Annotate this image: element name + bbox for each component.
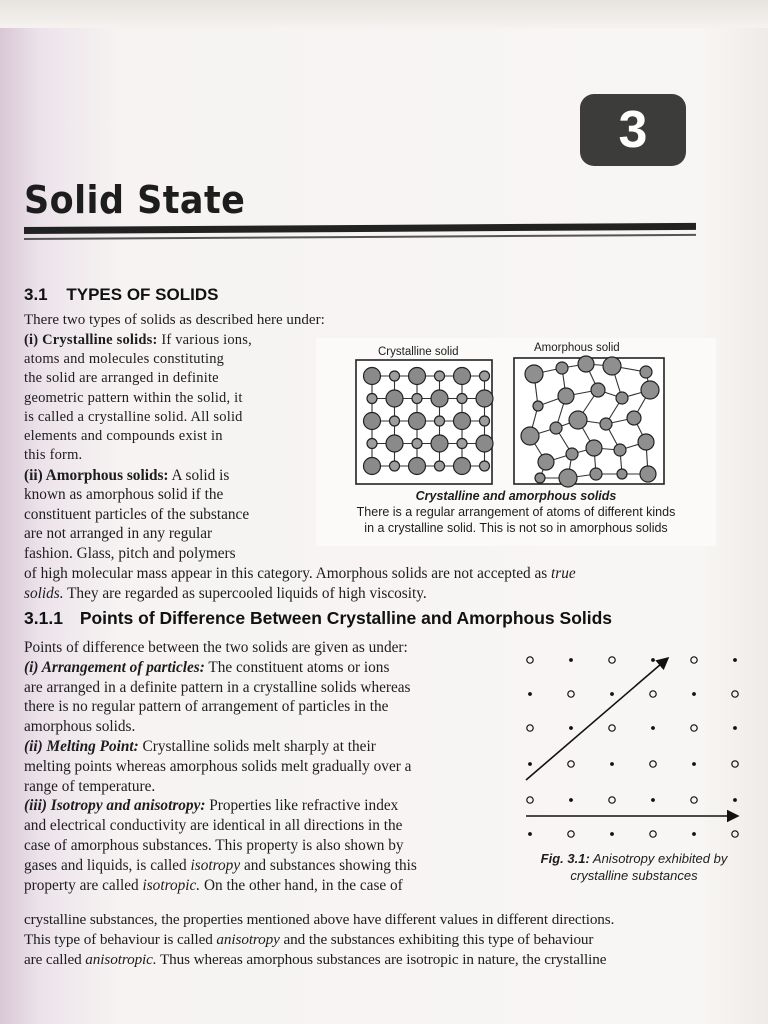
network-atom [638,434,654,450]
lattice-atom [390,371,400,381]
network-atom [525,365,543,383]
filled-particle [569,658,573,662]
text-line: case of amorphous substances. This property is also shown by [24,836,404,854]
section-intro: There two types of solids as described here under: [24,312,325,328]
lattice-atom [409,458,426,475]
italic-term: anisotropy [216,930,280,948]
amorphous-solid-label: Amorphous solid [534,342,620,354]
network-atom [556,362,568,374]
text-line: gases and liquids, is called [24,856,191,874]
text-line: Crystalline solids melt sharply at their [138,737,376,755]
text-line: and electrical conductivity are identical in all directions in the [24,817,403,835]
open-particle [691,657,697,663]
filled-particle [692,692,696,696]
point-label: (ii) Melting Point: [24,737,139,755]
caption-text: Anisotropy exhibited by [589,851,728,866]
text-line: They are regarded as supercooled liquids of high viscosity. [63,584,427,602]
network-atom [614,444,626,456]
text-line: melting points whereas amorphous solids melt gradually over a [24,757,412,775]
network-atom [533,401,543,411]
filled-particle [610,832,614,836]
filled-particle [610,762,614,766]
title-rule-thin [24,234,696,240]
network-atom [600,418,612,430]
section-title: Points of Difference Between Crystalline and Amorphous Solids [79,608,613,628]
network-atom [538,454,554,470]
italic-term: true [551,565,576,582]
filled-particle [569,726,573,730]
open-particle [609,797,615,803]
open-particle [650,831,656,837]
lattice-atom [454,413,471,430]
open-particle [609,657,615,663]
crystalline-paragraph [24,331,310,465]
open-particle [732,761,738,767]
lattice-atom [435,416,445,426]
network-atom [640,466,656,482]
text-line: are arranged in a definite pattern in a crystalline solids whereas [24,678,411,696]
open-particle [691,725,697,731]
figure-caption-line-2: in a crystalline solid. This is not so in amorphous solids [364,521,668,535]
open-particle [732,831,738,837]
lattice-atom [386,390,403,407]
crystalline-label: (i) Crystalline solids: [24,332,158,348]
text-line: elements and compounds exist in [24,428,223,445]
fig-3-1-caption [518,850,750,884]
lattice-atom [364,368,381,385]
point-label: (iii) Isotropy and anisotropy: [24,797,206,815]
italic-term: isotropic. [142,876,201,894]
section-number: 3.1.1 [24,608,63,628]
lattice-atom [476,390,493,407]
network-atom [559,469,577,487]
lattice-atom [480,371,490,381]
text-line: there is no regular pattern of arrangement of particles in the [24,698,389,716]
open-particle [527,797,533,803]
lattice-atom [367,439,377,449]
network-atom [558,388,574,404]
network-atom [591,383,605,397]
amorphous-label: (ii) Amorphous solids: [24,467,169,484]
text-line: On the other hand, in the case of [200,876,403,894]
text-line: If various ions, [161,332,252,348]
lattice-atom [431,435,448,452]
amorphous-paragraph [24,466,316,563]
text-line: are called [24,950,86,968]
filled-particle [610,692,614,696]
text-line: fashion. Glass, pitch and polymers [24,544,236,562]
lattice-atom [386,435,403,452]
section-3-1-heading [24,285,218,305]
section-3-1-1-heading [24,608,612,629]
text-line: atoms and molecules constituting [24,351,225,368]
page-top-shadow [0,0,768,28]
network-atom [521,427,539,445]
network-atom [627,411,641,425]
filled-particle [651,726,655,730]
open-particle [568,831,574,837]
filled-particle [733,798,737,802]
lattice-atom [390,416,400,426]
lattice-atom [412,394,422,404]
open-particle [527,657,533,663]
lattice-atom [476,435,493,452]
lattice-atom [435,461,445,471]
section-title: TYPES OF SOLIDS [66,285,219,304]
open-particle [732,691,738,697]
open-particle [691,797,697,803]
open-particle [568,761,574,767]
point-label: (i) Arrangement of particles: [24,658,205,676]
text-line: are not arranged in any regular [24,525,213,543]
open-particle [609,725,615,731]
network-atom [603,357,621,375]
filled-particle [569,798,573,802]
text-line: the solid are arranged in definite [24,370,219,387]
text-line: This type of behaviour is called [24,930,217,948]
open-particle [650,761,656,767]
text-line: and substances showing this [240,856,417,874]
network-atom [616,392,628,404]
lattice-atom [409,368,426,385]
anisotropy-continuation [24,910,754,969]
lattice-atom [412,439,422,449]
network-atom [590,468,602,480]
filled-particle [528,692,532,696]
caption-text: crystalline substances [570,868,698,883]
text-line: range of temperature. [24,777,156,795]
italic-term: anisotropic. [85,950,157,968]
italic-term: solids. [24,584,64,602]
chapter-title: Solid State [24,178,246,222]
text-line: property are called [24,876,143,894]
network-atom [617,469,627,479]
text-line: known as amorphous solid if the [24,486,224,504]
lattice-atom [367,394,377,404]
filled-particle [651,798,655,802]
lattice-atom [435,371,445,381]
network-atom [586,440,602,456]
lattice-atom [454,368,471,385]
filled-particle [692,762,696,766]
network-atom [578,356,594,372]
lattice-atom [364,413,381,430]
lattice-atom [364,458,381,475]
filled-particle [733,726,737,730]
figure-caption-line-1: There is a regular arrangement of atoms of different kinds [356,505,676,519]
filled-particle [692,832,696,836]
network-atom [569,411,587,429]
text-line: amorphous solids. [24,718,136,736]
text-line: A solid is [171,467,230,484]
lattice-atom [457,439,467,449]
text-line: constituent particles of the substance [24,505,250,523]
text-line: Points of difference between the two solids are given as under: [24,639,408,656]
italic-term: isotropy [190,856,241,874]
figure-caption-title: Crystalline and amorphous solids [415,489,617,503]
particle-grid [527,657,738,837]
filled-particle [651,658,655,662]
network-atom [550,422,562,434]
network-atom [641,381,659,399]
lattice-atom [480,461,490,471]
open-particle [650,691,656,697]
text-line: of high molecular mass appear in this category. Amorphous solids are not accepted as [24,565,552,582]
section-number: 3.1 [24,285,48,304]
filled-particle [733,658,737,662]
text-line: this form. [24,447,83,464]
text-line: Properties like refractive index [205,797,399,815]
text-line: is called a crystalline solid. All solid [24,408,243,425]
text-line: and the substances exhibiting this type of behaviour [279,930,594,948]
filled-particle [528,832,532,836]
lattice-atom [409,413,426,430]
crystal-amorphous-figure [316,338,716,546]
chapter-number-badge: 3 [580,94,686,166]
lattice-atom [457,394,467,404]
lattice-atom [431,390,448,407]
diagonal-direction-arrow [526,658,668,780]
network-atom [566,448,578,460]
lattice-atom [480,416,490,426]
lattice-atom [390,461,400,471]
open-particle [568,691,574,697]
network-atom [640,366,652,378]
crystalline-solid-label: Crystalline solid [378,346,459,358]
caption-label: Fig. 3.1: [540,851,590,866]
differences-paragraphs [24,638,514,895]
lattice-atom [454,458,471,475]
text-line: The constituent atoms or ions [204,658,390,676]
amorphous-continuation [24,564,734,603]
filled-particle [528,762,532,766]
title-rule-thick [24,223,696,234]
anisotropy-figure [512,648,752,848]
text-line: crystalline substances, the properties mentioned above have different values in different directions. [24,911,615,928]
text-line: geometric pattern within the solid, it [24,389,243,406]
network-atom [535,473,545,483]
open-particle [527,725,533,731]
text-line: Thus whereas amorphous substances are isotropic in nature, the crystalline [156,950,607,968]
